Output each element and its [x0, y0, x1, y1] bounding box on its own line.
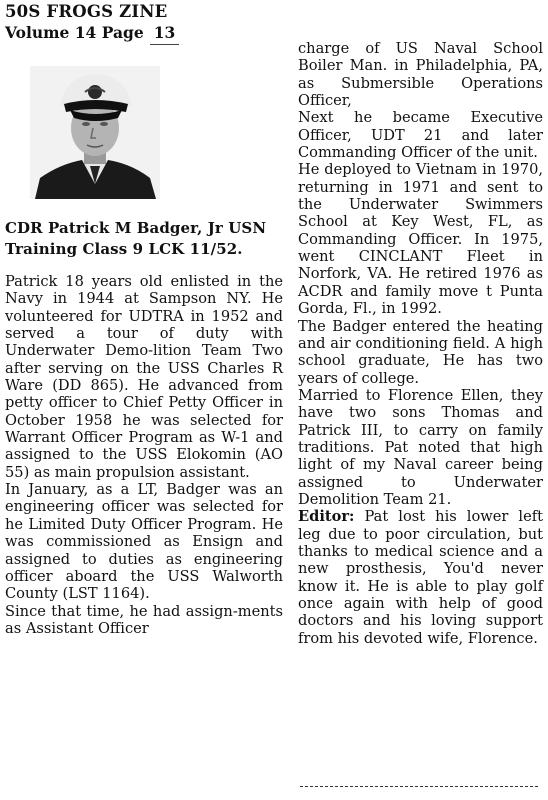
zine-title: 50S FROGS ZINE	[5, 2, 168, 21]
volume-page-line	[5, 22, 179, 45]
article-paragraph: In January, as a LT, Badger was an engineering officer was selected for he Limited Duty Officer Program. He was commissioned as Ensign and assigned to duties as engineering officer aboard the USS Walworth County (LST 1164).	[5, 481, 283, 603]
article-paragraph: charge of US Naval School Boiler Man. in Philadelphia, PA, as Submersible Operations Officer,	[298, 40, 543, 110]
article-paragraph: He deployed to Vietnam in 1970, returning in 1971 and sent to the Underwater Swimmers School at Key West, FL, as Commanding Officer. In 1975, went CINCLANT Fleet in Norfork, VA. He retired 1976 as ACDR and family move t Punta Gorda, Fl., in 1992.	[298, 161, 543, 318]
volume-page-label: Volume 14 Page	[5, 23, 144, 42]
page-number: 13	[150, 22, 180, 45]
portrait-illustration	[30, 66, 160, 199]
end-divider	[300, 786, 538, 787]
editor-note	[298, 508, 543, 647]
article-paragraph: Since that time, he had assign-ments as Assistant Officer	[5, 602, 283, 637]
article-paragraph: Married to Florence Ellen, they have two sons Thomas and Patrick III, to carry on family traditions. Pat noted that high light of my Naval career being assigned to Underwater Demolition Team 21.	[298, 386, 543, 508]
article-paragraph: The Badger entered the heating and air conditioning field. A high school graduate, He has two years of college.	[298, 317, 543, 387]
masthead	[5, 2, 179, 45]
article-left-column	[5, 218, 283, 637]
portrait-photo	[30, 66, 160, 199]
article-paragraph: Next he became Executive Officer, UDT 21 and later Commanding Officer of the unit.	[298, 109, 543, 162]
editor-note-text: Pat lost his lower left leg due to poor circulation, but thanks to medical science and a new prosthesis, You'd never know it. He is able to play golf once again with help of good doctors and his loving support from his devoted wife, Florence.	[298, 508, 543, 647]
editor-label: Editor:	[298, 508, 355, 526]
article-byline: CDR Patrick M Badger, Jr USN Training Class 9 LCK 11/52.	[5, 219, 267, 258]
article-paragraph: Patrick 18 years old enlisted in the Navy in 1944 at Sampson NY. He volunteered for UDTRA in 1952 and served a tour of duty with Underwater Demo-lition Team Two after serving on the USS Charles R Ware (DD 865). He advanced from petty officer to Chief Petty Officer in October 1958 he was selected for Warrant Officer Program as W-1 and assigned to the USS Elokomin (AO 55) as main propulsion assistant.	[5, 273, 283, 481]
article-right-column	[298, 40, 543, 647]
